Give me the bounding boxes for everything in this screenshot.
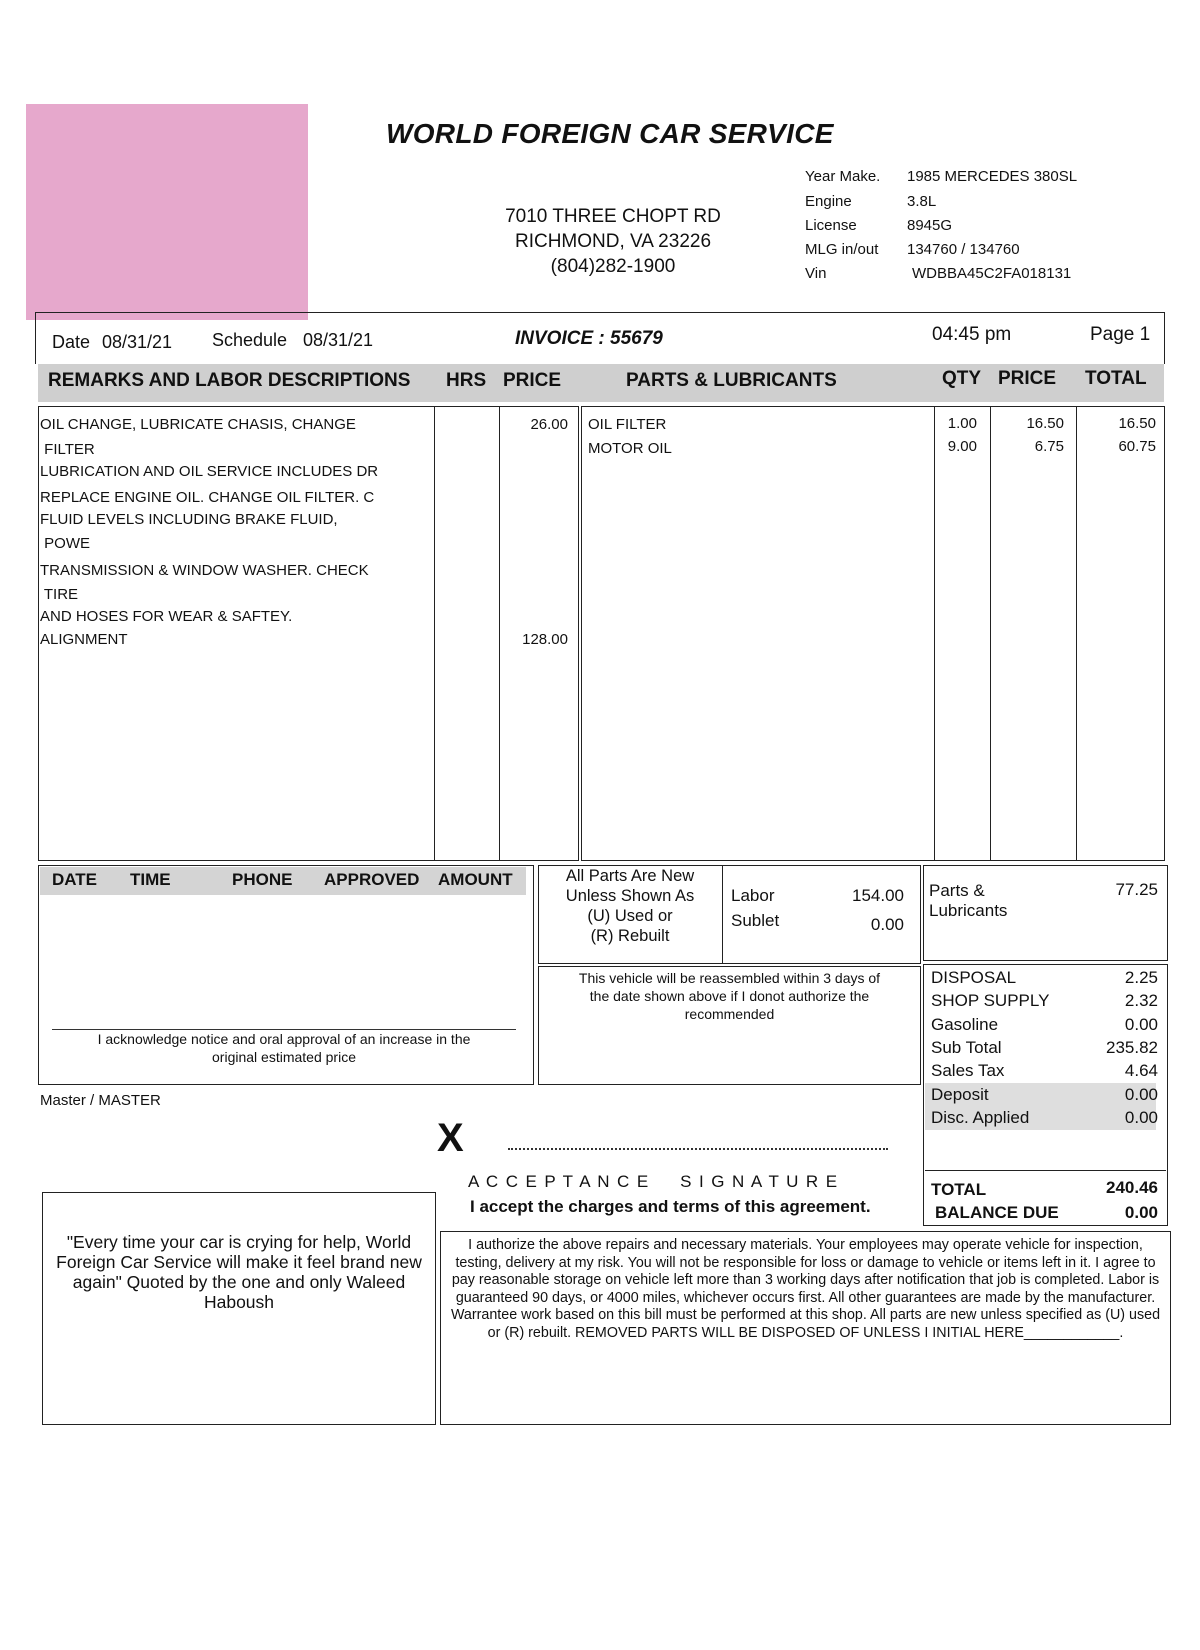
total-value: 240.46 <box>1106 1178 1158 1197</box>
part-total-1: 16.50 <box>1118 415 1156 432</box>
terms-text: I authorize the above repairs and necessary materials. Your employees may operate vehicle for inspection, testing, delivery at my risk. You will not be responsible for loss or damage to vehicle or items left in it. I agree to pay reasonable storage on vehicle left more than 3 working days after notification that job is completed. Labor is guaranteed 90 days, or 4000 miles, whichever occurs first. All other guarantees are made by the manufacturer. Warrantee work based on this bill must be performed at this shop. All parts are new unless specified as (U) used or (R) rebuilt. REMOVED PARTS WILL BE DISPOSED OF UNLESS I INITIAL HERE____________. <box>450 1237 1161 1341</box>
header-parts: PARTS & LUBRICANTS <box>626 370 837 391</box>
parts-total-value: 77.25 <box>1115 880 1158 899</box>
acknowledge-line <box>52 1029 516 1030</box>
parts-total-divider <box>1076 406 1077 861</box>
labor-line: ALIGNMENT <box>40 631 128 648</box>
approval-approved-header: APPROVED <box>324 870 420 889</box>
parts-note-2: Unless Shown As <box>565 887 695 905</box>
totals-row-value: 0.00 <box>1124 1014 1158 1034</box>
header-qty: QTY <box>942 368 982 389</box>
grand-total-divider <box>925 1170 1166 1171</box>
totals-row-label: Deposit <box>931 1084 989 1104</box>
totals-row-value: 0.00 <box>1124 1084 1158 1104</box>
part-name-2: MOTOR OIL <box>588 440 672 457</box>
year-make-value: 1985 MERCEDES 380SL <box>907 168 1078 185</box>
parts-qty-divider <box>934 406 935 861</box>
license-label: License <box>805 217 857 234</box>
approval-amount-header: AMOUNT <box>438 870 513 889</box>
reassembly-note-1: This vehicle will be reassembled within 3 days of <box>578 970 881 986</box>
license-value: 8945G <box>907 217 953 234</box>
header-hrs: HRS <box>446 370 487 391</box>
acknowledge-text-2: original estimated price <box>212 1049 356 1065</box>
schedule-value: 08/31/21 <box>303 330 374 350</box>
labor-label: Labor <box>731 886 775 905</box>
invoice-number: INVOICE : 55679 <box>515 328 663 349</box>
totals-row-label: Disc. Applied <box>931 1107 1030 1127</box>
labor-line: OIL CHANGE, LUBRICATE CHASIS, CHANGE <box>40 416 356 433</box>
parts-note-4: (R) Rebuilt <box>590 927 670 945</box>
totals-row-value: 4.64 <box>1124 1061 1158 1081</box>
shop-address <box>458 204 768 279</box>
sublet-total: 0.00 <box>870 915 904 934</box>
vin-value: WDBBA45C2FA018131 <box>912 265 1072 282</box>
labor-line: FILTER <box>40 441 95 458</box>
redacted-logo-block <box>26 104 308 320</box>
totals-row-label: Sub Total <box>931 1037 1002 1057</box>
labor-total: 154.00 <box>852 886 904 905</box>
reassembly-note <box>540 969 919 1023</box>
part-qty-1: 1.00 <box>947 415 977 432</box>
totals-row-value: 2.25 <box>1124 968 1158 987</box>
shop-address-line2: RICHMOND, VA 23226 <box>514 231 712 252</box>
sublet-label: Sublet <box>731 911 780 930</box>
reassembly-note-3: recommended <box>684 1006 775 1022</box>
acknowledge-text-1: I acknowledge notice and oral approval of an increase in the <box>97 1031 471 1047</box>
part-name-1: OIL FILTER <box>588 416 667 433</box>
total-label: TOTAL <box>931 1180 987 1199</box>
shop-name: WORLD FOREIGN CAR SERVICE <box>386 118 834 149</box>
labor-line: LUBRICATION AND OIL SERVICE INCLUDES DR <box>40 463 379 480</box>
parts-total-label-2: Lubricants <box>929 901 1008 920</box>
part-total-2: 60.75 <box>1118 438 1156 455</box>
totals-row-label: SHOP SUPPLY <box>931 991 1050 1011</box>
labor-line: FLUID LEVELS INCLUDING BRAKE FLUID, <box>40 511 338 528</box>
date-label: Date <box>52 332 91 352</box>
part-price-1: 16.50 <box>1026 415 1064 432</box>
parts-total-label-1: Parts & <box>929 881 985 900</box>
header-total: TOTAL <box>1085 368 1147 389</box>
parts-table <box>581 406 1165 861</box>
acceptance-text: I accept the charges and terms of this agreement. <box>470 1197 871 1216</box>
parts-total-label <box>929 881 1007 921</box>
labor-line: POWE <box>40 535 91 552</box>
date-value: 08/31/21 <box>102 332 173 352</box>
totals-row-label: Sales Tax <box>931 1061 1005 1081</box>
shop-phone: (804)282-1900 <box>550 256 676 277</box>
approval-phone-header: PHONE <box>232 870 293 889</box>
labor-summary-divider <box>722 865 723 964</box>
vin-label: Vin <box>805 265 827 282</box>
totals-row-value: 2.32 <box>1124 991 1158 1011</box>
signature-x-mark: X <box>437 1116 464 1160</box>
approval-time-header: TIME <box>130 870 171 889</box>
schedule-label: Schedule <box>212 330 288 350</box>
labor-line: AND HOSES FOR WEAR & SAFTEY. <box>40 608 293 625</box>
approval-date-header: DATE <box>52 870 98 889</box>
acceptance-signature-title: A C C E P T A N C E S I G N A T U R E <box>468 1172 839 1191</box>
payment-method: Master / MASTER <box>40 1092 161 1109</box>
mileage-label: MLG in/out <box>805 241 879 258</box>
parts-note <box>540 866 720 946</box>
quote-text: "Every time your car is crying for help, World Foreign Car Service will make it feel brand new again" Quoted by the one and only Waleed Haboush <box>56 1232 422 1312</box>
parts-note-1: All Parts Are New <box>565 867 695 885</box>
shop-address-line1: 7010 THREE CHOPT RD <box>505 206 721 227</box>
header-price: PRICE <box>503 370 562 391</box>
balance-due-label: BALANCE DUE <box>935 1203 1059 1222</box>
engine-label: Engine <box>805 193 852 210</box>
totals-row-label: DISPOSAL <box>931 968 1017 987</box>
labor-line: TIRE <box>40 586 79 603</box>
labor-price-1: 26.00 <box>530 416 568 433</box>
balance-due-value: 0.00 <box>1124 1203 1158 1222</box>
mileage-value: 134760 / 134760 <box>907 241 1020 258</box>
totals-row-value: 0.00 <box>1124 1107 1158 1127</box>
header-price2: PRICE <box>998 368 1057 389</box>
labor-hrs-divider <box>434 406 435 861</box>
parts-note-3: (U) Used or <box>587 907 673 925</box>
header-remarks: REMARKS AND LABOR DESCRIPTIONS <box>48 370 411 391</box>
year-make-label: Year Make. <box>805 168 881 185</box>
parts-price-divider <box>990 406 991 861</box>
labor-line: REPLACE ENGINE OIL. CHANGE OIL FILTER. C <box>40 489 375 506</box>
labor-price-2: 128.00 <box>522 631 568 648</box>
engine-value: 3.8L <box>907 193 937 210</box>
page-number: Page 1 <box>1090 324 1151 345</box>
signature-line[interactable] <box>508 1148 888 1150</box>
labor-line: TRANSMISSION & WINDOW WASHER. CHECK <box>40 562 369 579</box>
part-qty-2: 9.00 <box>947 438 977 455</box>
invoice-time: 04:45 pm <box>932 324 1012 345</box>
reassembly-note-2: the date shown above if I donot authorize the <box>589 988 870 1004</box>
totals-row-value: 235.82 <box>1106 1037 1158 1057</box>
part-price-2: 6.75 <box>1034 438 1064 455</box>
totals-row-label: Gasoline <box>931 1014 999 1034</box>
